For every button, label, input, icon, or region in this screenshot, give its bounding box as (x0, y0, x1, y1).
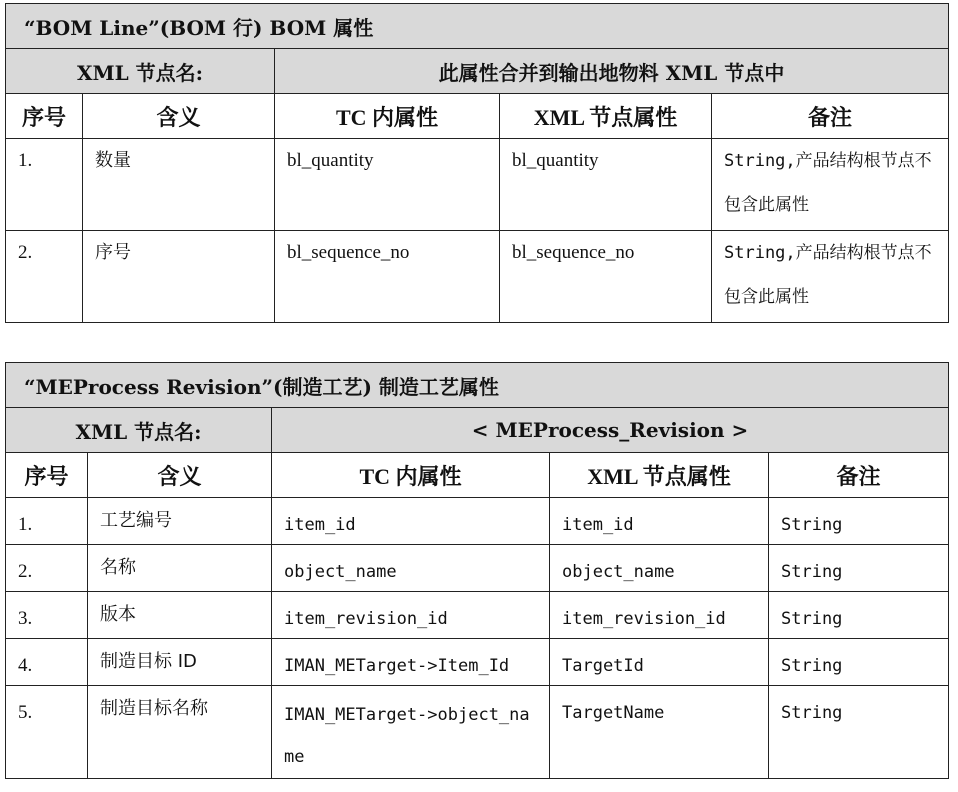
cell-index: 2. (6, 231, 83, 323)
cell-xml-attribute: bl_sequence_no (500, 231, 712, 323)
header-index: 序号 (6, 453, 88, 498)
header-note: 备注 (769, 453, 949, 498)
cell-note: String (769, 545, 949, 592)
cell-meaning: 工艺编号 (88, 498, 272, 545)
header-tc-attribute: TC 内属性 (275, 94, 500, 139)
header-xml-attribute: XML 节点属性 (500, 94, 712, 139)
table-row (6, 686, 949, 779)
xml-node-value: 此属性合并到输出地物料 XML 节点中 (275, 49, 949, 94)
cell-index: 4. (6, 639, 88, 686)
xml-node-label: XML 节点名: (6, 49, 275, 94)
header-tc-attribute: TC 内属性 (272, 453, 550, 498)
cell-meaning: 制造目标名称 (88, 686, 272, 779)
table-row (6, 639, 949, 686)
header-note: 备注 (712, 94, 949, 139)
bom-line-table (5, 3, 949, 323)
cell-index: 2. (6, 545, 88, 592)
cell-tc-attribute: item_revision_id (272, 592, 550, 639)
cell-tc-attribute: IMAN_METarget->Item_Id (272, 639, 550, 686)
cell-note: String,产品结构根节点不包含此属性 (712, 139, 949, 231)
header-index: 序号 (6, 94, 83, 139)
table-row (6, 545, 949, 592)
cell-index: 1. (6, 139, 83, 231)
xml-node-value: < MEProcess_Revision > (272, 408, 949, 453)
cell-tc-attribute: bl_sequence_no (275, 231, 500, 323)
header-meaning: 含义 (83, 94, 275, 139)
table-row (6, 498, 949, 545)
meprocess-revision-table (5, 362, 949, 779)
table-title: “BOM Line”(BOM 行) BOM 属性 (6, 4, 949, 49)
cell-note: String (769, 639, 949, 686)
cell-meaning: 序号 (83, 231, 275, 323)
cell-xml-attribute: TargetId (550, 639, 769, 686)
cell-meaning: 制造目标 ID (88, 639, 272, 686)
cell-xml-attribute: item_id (550, 498, 769, 545)
cell-meaning: 名称 (88, 545, 272, 592)
cell-index: 3. (6, 592, 88, 639)
cell-note: String (769, 498, 949, 545)
cell-meaning: 数量 (83, 139, 275, 231)
cell-tc-attribute: bl_quantity (275, 139, 500, 231)
cell-tc-attribute: object_name (272, 545, 550, 592)
header-xml-attribute: XML 节点属性 (550, 453, 769, 498)
cell-tc-attribute: item_id (272, 498, 550, 545)
cell-xml-attribute: object_name (550, 545, 769, 592)
table-row (6, 231, 949, 323)
cell-xml-attribute: TargetName (550, 686, 769, 779)
cell-note: String (769, 686, 949, 779)
cell-index: 5. (6, 686, 88, 779)
cell-xml-attribute: item_revision_id (550, 592, 769, 639)
table-row (6, 592, 949, 639)
header-meaning: 含义 (88, 453, 272, 498)
cell-xml-attribute: bl_quantity (500, 139, 712, 231)
xml-node-label: XML 节点名: (6, 408, 272, 453)
table-title: “MEProcess Revision”(制造工艺) 制造工艺属性 (6, 363, 949, 408)
cell-meaning: 版本 (88, 592, 272, 639)
table-row (6, 139, 949, 231)
cell-tc-attribute: IMAN_METarget->object_name (272, 686, 550, 779)
cell-note: String (769, 592, 949, 639)
cell-note: String,产品结构根节点不包含此属性 (712, 231, 949, 323)
cell-index: 1. (6, 498, 88, 545)
